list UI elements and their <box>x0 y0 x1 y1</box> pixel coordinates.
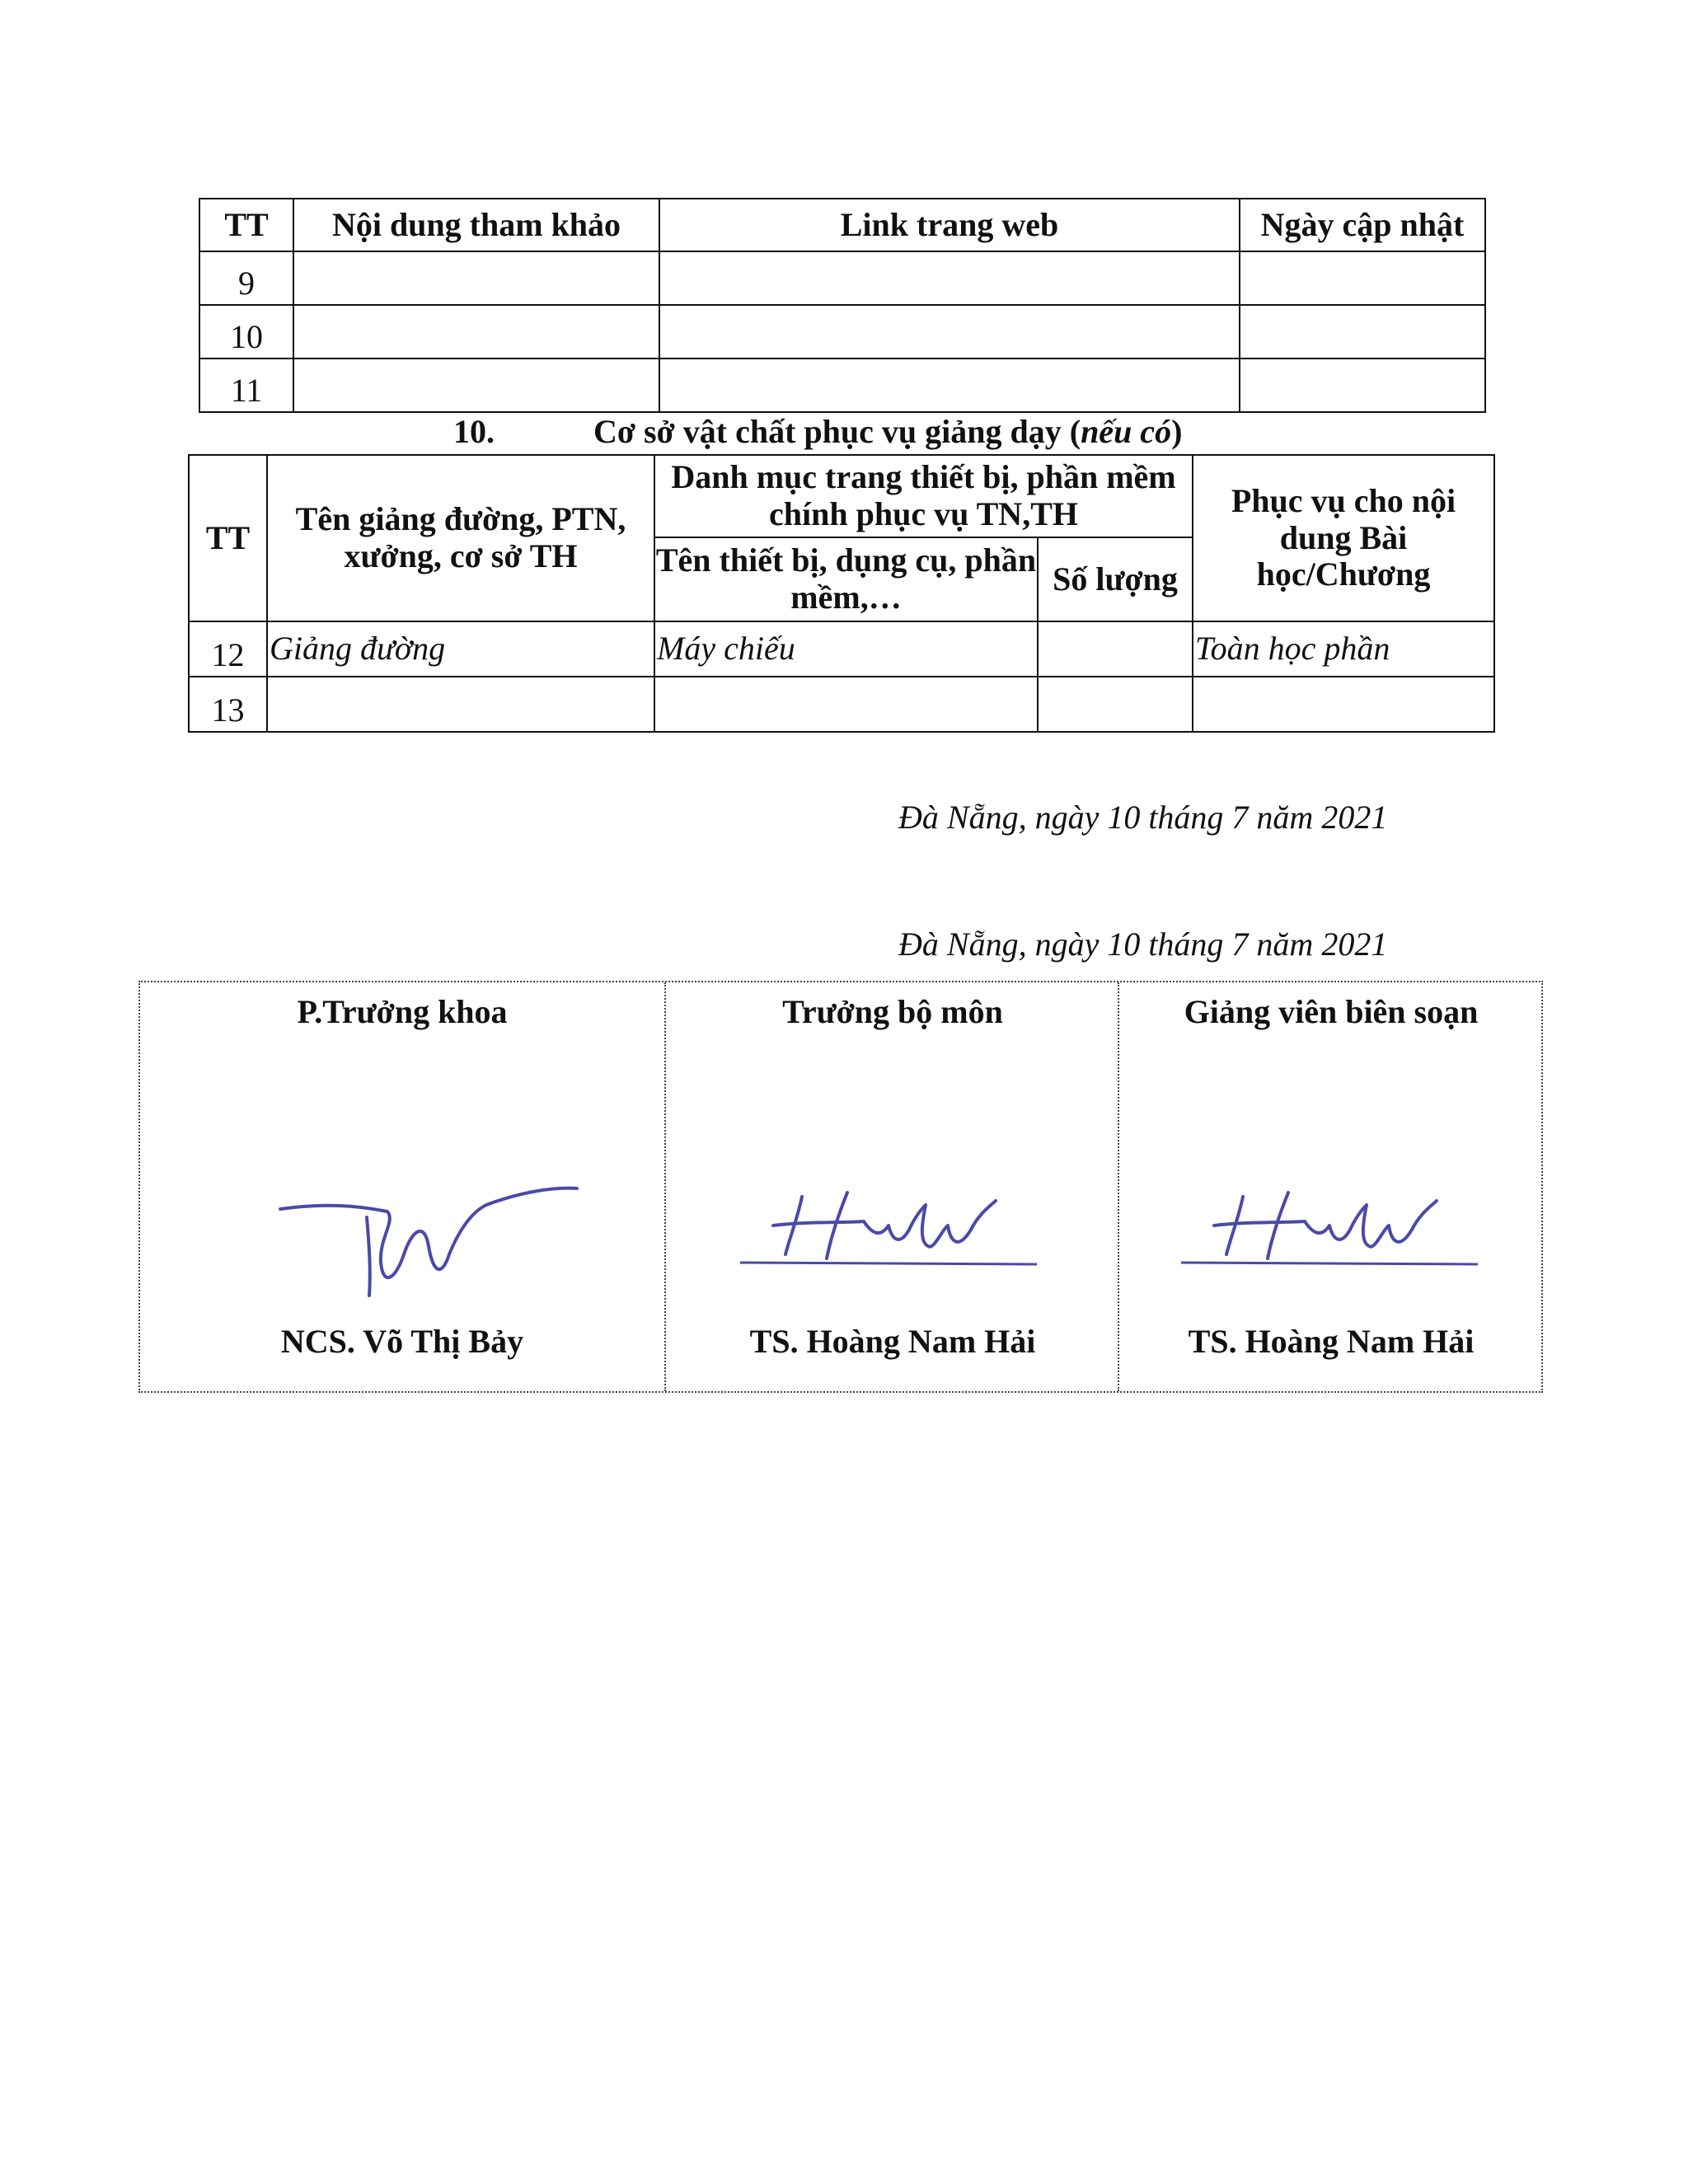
header-tt: TT <box>189 455 267 621</box>
row-tt: 11 <box>199 359 293 412</box>
table-row <box>199 305 1485 359</box>
table-row <box>199 359 1485 412</box>
signer-name: NCS. Võ Thị Bảy <box>280 1323 524 1360</box>
signer-name: TS. Hoàng Nam Hải <box>749 1323 1036 1360</box>
header-quantity: Số lượng <box>1038 537 1193 621</box>
header-content: Nội dung tham khảo <box>293 199 659 251</box>
row-link <box>659 251 1240 305</box>
handwritten-signature-icon <box>272 1172 585 1304</box>
row-date <box>1240 305 1485 359</box>
signature-column-department-head <box>664 982 1119 1391</box>
header-date: Ngày cập nhật <box>1240 199 1485 251</box>
row-tt: 10 <box>199 305 293 359</box>
table-header-row <box>189 455 1494 537</box>
row-date <box>1240 251 1485 305</box>
header-room: Tên giảng đường, PTN, xưởng, cơ sở TH <box>267 455 654 621</box>
row-serves: Toàn học phần <box>1193 621 1494 677</box>
header-serves: Phục vụ cho nội dung Bài học/Chương <box>1193 455 1494 621</box>
section-heading <box>453 412 1182 451</box>
header-link: Link trang web <box>659 199 1240 251</box>
row-quantity <box>1038 677 1193 732</box>
row-device <box>654 677 1038 732</box>
handwritten-signature-icon <box>1165 1180 1494 1271</box>
header-device: Tên thiết bị, dụng cụ, phần mềm,… <box>654 537 1038 621</box>
header-equipment-group: Danh mục trang thiết bị, phần mềm chính phục vụ TN,TH <box>654 455 1193 537</box>
row-tt: 9 <box>199 251 293 305</box>
row-date <box>1240 359 1485 412</box>
reference-table <box>199 198 1486 413</box>
row-room <box>267 677 654 732</box>
table-row <box>189 621 1494 677</box>
table-row <box>199 251 1485 305</box>
header-tt: TT <box>199 199 293 251</box>
row-quantity <box>1038 621 1193 677</box>
row-room: Giảng đường <box>267 621 654 677</box>
section-number: 10. <box>453 413 495 450</box>
row-content <box>293 359 659 412</box>
signer-name: TS. Hoàng Nam Hải <box>1188 1323 1475 1360</box>
row-serves <box>1193 677 1494 732</box>
row-link <box>659 359 1240 412</box>
section-title-italic: nếu có <box>1081 413 1172 450</box>
row-tt: 13 <box>189 677 267 732</box>
row-tt: 12 <box>189 621 267 677</box>
signature-title: Trưởng bộ môn <box>782 993 1003 1030</box>
signature-title: Giảng viên biên soạn <box>1184 993 1479 1030</box>
signature-column-lecturer <box>1118 982 1543 1391</box>
section-title: Cơ sở vật chất phục vụ giảng dạy ( <box>593 413 1081 450</box>
section-title-close: ) <box>1171 413 1183 450</box>
signature-title: P.Trưởng khoa <box>297 993 508 1030</box>
row-link <box>659 305 1240 359</box>
facility-table <box>188 454 1495 733</box>
signature-block <box>138 981 1543 1393</box>
table-header-row <box>199 199 1485 251</box>
date-line: Đà Nẵng, ngày 10 tháng 7 năm 2021 <box>898 799 1388 836</box>
row-content <box>293 305 659 359</box>
row-device: Máy chiếu <box>654 621 1038 677</box>
date-line: Đà Nẵng, ngày 10 tháng 7 năm 2021 <box>898 926 1388 963</box>
table-row <box>189 677 1494 732</box>
row-content <box>293 251 659 305</box>
handwritten-signature-icon <box>724 1180 1053 1271</box>
signature-column-dean <box>140 982 664 1391</box>
